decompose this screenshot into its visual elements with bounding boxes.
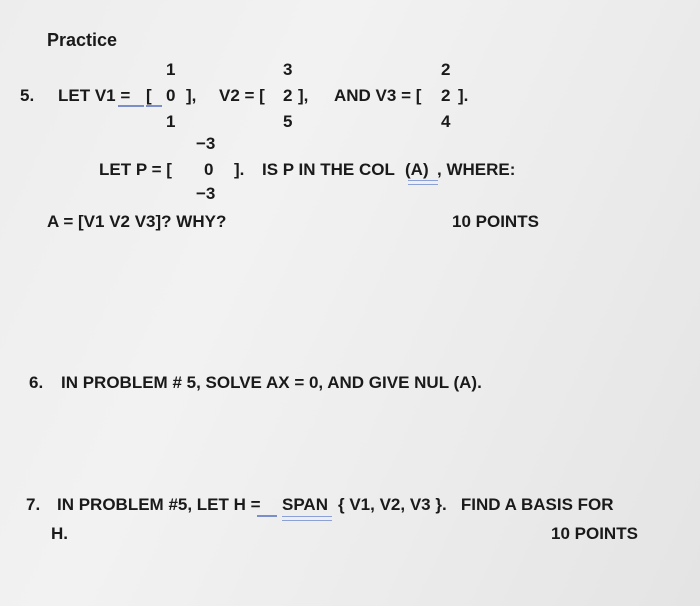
col-question-end: , WHERE:: [437, 160, 516, 179]
p-bracket-close: ].: [234, 160, 245, 179]
page-title: Practice: [47, 30, 118, 50]
v1-bracket-close: ],: [186, 86, 197, 105]
let-p-label: LET P = [: [99, 160, 172, 179]
problem-number: 6.: [29, 373, 44, 392]
v2-label: V2 = [: [219, 86, 265, 105]
v2-component: 5: [283, 112, 293, 131]
problem-number: 5.: [20, 86, 35, 105]
p-component: −3: [196, 134, 216, 153]
spellcheck-underline: [282, 516, 332, 521]
v1-component: 1: [166, 60, 176, 79]
v1-bracket-open: [: [146, 86, 152, 105]
v2-component: 2: [283, 86, 293, 105]
ink-underline: [146, 105, 162, 107]
v3-label: AND V3 = [: [334, 86, 422, 105]
problem-text-line2: H.: [51, 524, 68, 543]
problem-text-end: { V1, V2, V3 }. FIND A BASIS FOR: [338, 495, 614, 514]
problem-number: 7.: [26, 495, 41, 514]
v1-component: 0: [166, 86, 176, 105]
v3-bracket-close: ].: [458, 86, 469, 105]
spellcheck-underline: [408, 180, 438, 185]
ink-underline: [257, 515, 277, 517]
v1-component: 1: [166, 112, 176, 131]
v3-component: 2: [441, 60, 451, 79]
points-label: 10 POINTS: [452, 212, 539, 231]
let-v1-label: LET V1 =: [58, 86, 131, 105]
p-component: −3: [196, 184, 216, 203]
p-component: 0: [204, 160, 214, 179]
ink-underline: [118, 105, 144, 107]
v3-component: 2: [441, 86, 451, 105]
v3-component: 4: [441, 112, 451, 131]
col-argument: (A): [405, 160, 429, 179]
v2-component: 3: [283, 60, 293, 79]
problem-text: IN PROBLEM #5, LET H =: [57, 495, 261, 514]
points-label: 10 POINTS: [551, 524, 638, 543]
col-question: IS P IN THE COL: [262, 160, 395, 179]
span-word: SPAN: [282, 495, 328, 514]
a-definition: A = [V1 V2 V3]? WHY?: [47, 212, 227, 231]
v2-bracket-close: ],: [298, 86, 309, 105]
problem-text: IN PROBLEM # 5, SOLVE AX = 0, AND GIVE NUL (A).: [61, 373, 482, 392]
